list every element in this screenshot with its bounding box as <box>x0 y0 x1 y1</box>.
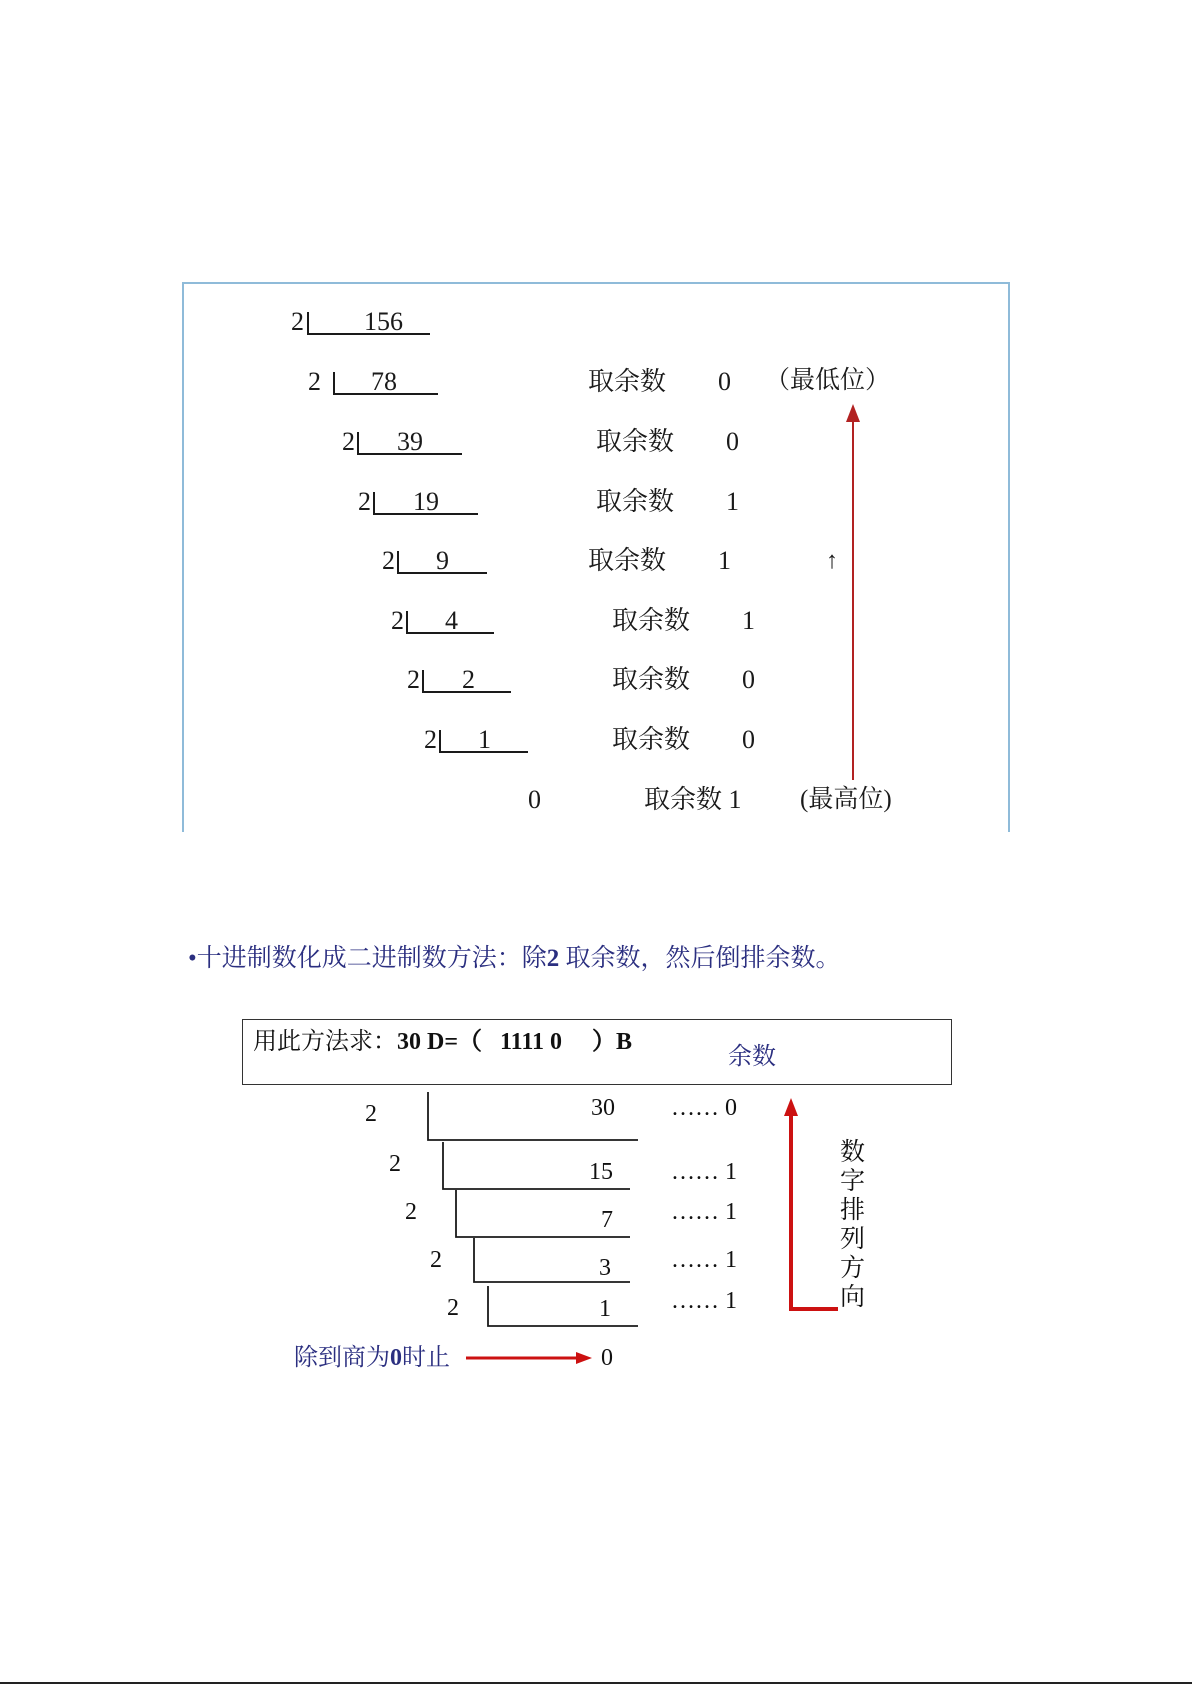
quotient: 156 <box>364 307 403 336</box>
problem-statement <box>253 1030 632 1054</box>
remainder-header: 余数 <box>728 1044 776 1070</box>
remainder-value: 1 <box>725 1247 737 1273</box>
remainder-label: 取余数 <box>588 546 667 575</box>
lowest-bit-note: （最低位） <box>765 367 891 394</box>
dots: …… <box>671 1247 719 1273</box>
quotient: 39 <box>397 427 423 456</box>
upper-up-arrow <box>846 404 860 780</box>
remainder-value: 0 <box>742 665 755 694</box>
remainder-label: 取余数 <box>596 427 675 456</box>
remainder-label: 取余数 <box>588 367 667 396</box>
quotient: 19 <box>413 487 439 516</box>
divisor: 2 <box>407 665 420 694</box>
divisor: 2 <box>342 427 355 456</box>
stop-suffix: 时止 <box>402 1345 450 1371</box>
remainder-label: 取余数 <box>612 606 691 635</box>
small-up-arrow-icon: ↑ <box>826 548 838 574</box>
remainder-value: 0 <box>718 367 731 396</box>
direction-char: 列 <box>840 1226 866 1253</box>
method-text-bold: 2 <box>546 945 560 972</box>
problem-prefix: 用此方法求： <box>253 1029 397 1055</box>
stop-arrow <box>466 1352 592 1364</box>
problem-equation: 30 D=（ 1111 0 ）B <box>397 1029 633 1055</box>
divisor: 2 <box>382 546 395 575</box>
direction-arrow <box>784 1098 838 1309</box>
divisor: 2 <box>308 367 321 396</box>
quotient: 9 <box>436 546 449 575</box>
divisor: 2 <box>365 1101 377 1127</box>
remainder-row <box>671 1289 737 1313</box>
remainder-value: 1 <box>725 1199 737 1225</box>
dots: …… <box>671 1199 719 1225</box>
direction-label <box>840 1138 868 1312</box>
dots: …… <box>671 1095 719 1121</box>
remainder-row <box>671 1096 737 1120</box>
final-quotient: 0 <box>528 785 541 814</box>
direction-char: 数 <box>840 1139 866 1166</box>
direction-char: 字 <box>840 1168 866 1195</box>
final-remainder-label: 取余数 1 <box>644 785 742 814</box>
bullet: • <box>188 945 197 972</box>
divisor: 2 <box>405 1199 417 1225</box>
final-quotient: 0 <box>601 1345 613 1371</box>
quotient: 4 <box>445 606 458 635</box>
remainder-row <box>671 1248 737 1272</box>
stop-bold: 0 <box>390 1345 402 1371</box>
remainder-value: 1 <box>725 1159 737 1185</box>
divisor: 2 <box>391 606 404 635</box>
remainder-label: 取余数 <box>596 487 675 516</box>
remainder-value: 1 <box>718 546 731 575</box>
stop-condition <box>294 1346 450 1370</box>
remainder-row <box>671 1200 737 1224</box>
remainder-value: 1 <box>726 487 739 516</box>
quotient: 7 <box>601 1207 613 1233</box>
remainder-row <box>671 1160 737 1184</box>
quotient: 2 <box>462 665 475 694</box>
method-text-suffix: 取余数，然后倒排余数。 <box>559 945 841 972</box>
divisor: 2 <box>447 1295 459 1321</box>
bracket-1b <box>488 1286 638 1326</box>
stop-prefix: 除到商为 <box>294 1345 390 1371</box>
remainder-value: 0 <box>742 725 755 754</box>
quotient: 1 <box>599 1296 611 1322</box>
remainder-value: 1 <box>725 1288 737 1314</box>
divisor: 2 <box>389 1151 401 1177</box>
direction-char: 排 <box>840 1197 866 1224</box>
direction-char: 向 <box>840 1284 866 1311</box>
method-text-prefix: 十进制数化成二进制数方法：除 <box>196 945 547 972</box>
quotient: 1 <box>478 725 491 754</box>
remainder-value: 1 <box>742 606 755 635</box>
quotient: 78 <box>371 367 397 396</box>
quotient: 30 <box>591 1095 615 1121</box>
dots: …… <box>671 1288 719 1314</box>
remainder-value: 0 <box>726 427 739 456</box>
remainder-label: 取余数 <box>612 665 691 694</box>
quotient: 15 <box>589 1159 613 1185</box>
divisor: 2 <box>291 307 304 336</box>
remainder-value: 0 <box>725 1095 737 1121</box>
method-heading <box>188 946 841 971</box>
direction-char: 方 <box>840 1255 866 1282</box>
quotient: 3 <box>599 1255 611 1281</box>
highest-bit-note: (最高位) <box>800 786 892 813</box>
divisor: 2 <box>358 487 371 516</box>
divisor: 2 <box>430 1247 442 1273</box>
divisor: 2 <box>424 725 437 754</box>
dots: …… <box>671 1159 719 1185</box>
remainder-label: 取余数 <box>612 725 691 754</box>
